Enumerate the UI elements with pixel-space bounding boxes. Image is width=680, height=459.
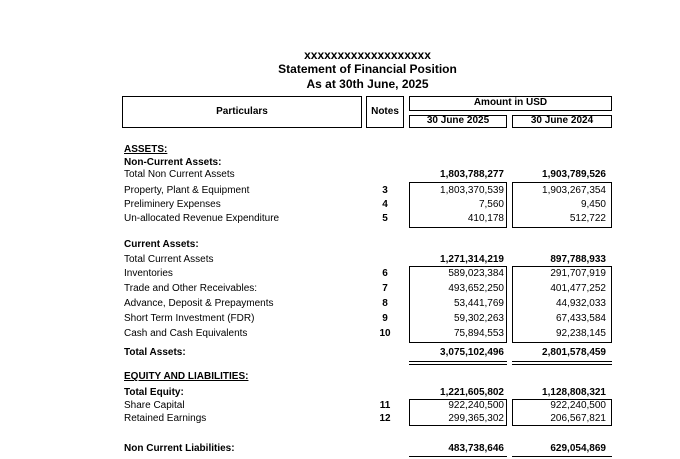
ca-heading: Current Assets:: [124, 239, 199, 250]
adv-label: Advance, Deposit & Prepayments: [124, 298, 274, 309]
total-ca-2025: 1,271,314,219: [440, 254, 504, 265]
share-capital-label: Share Capital: [124, 400, 185, 411]
ppe-note: 3: [382, 185, 388, 196]
total-nca-2024: 1,903,789,526: [542, 169, 606, 180]
company-name: xxxxxxxxxxxxxxxxxxx: [304, 48, 431, 62]
ppe-2025: 1,803,370,539: [440, 185, 504, 196]
nca-heading: Non-Current Assets:: [124, 157, 222, 168]
inv-note: 6: [382, 268, 388, 279]
share-capital-2024: 922,240,500: [550, 400, 606, 411]
trade-2024: 401,477,252: [550, 283, 606, 294]
cash-note: 10: [379, 328, 391, 339]
notes-header: Notes: [371, 106, 399, 117]
sti-note: 9: [382, 313, 388, 324]
ppe-label: Property, Plant & Equipment: [124, 185, 250, 196]
retained-earnings-label: Retained Earnings: [124, 413, 207, 424]
share-capital-2025: 922,240,500: [448, 400, 504, 411]
inv-2025: 589,023,384: [448, 268, 504, 279]
assets-heading: ASSETS:: [124, 144, 168, 155]
total-assets-2024-underline-2: [512, 364, 612, 365]
inv-2024: 291,707,919: [550, 268, 606, 279]
total-equity-2024: 1,128,808,321: [542, 387, 606, 398]
prelim-note: 4: [382, 199, 388, 210]
total-assets-2025-underline-1: [409, 361, 507, 362]
total-assets-2024: 2,801,578,459: [542, 347, 606, 358]
sti-label: Short Term Investment (FDR): [124, 313, 255, 324]
share-capital-note: 11: [379, 400, 391, 411]
total-ca-label: Total Current Assets: [124, 254, 214, 265]
equity-liabilities-heading: EQUITY AND LIABILITIES:: [124, 371, 249, 382]
total-nca-label: Total Non Current Assets: [124, 169, 235, 180]
cash-2024: 92,238,145: [555, 328, 606, 339]
unalloc-label: Un-allocated Revenue Expenditure: [124, 213, 280, 224]
amount-header: Amount in USD: [473, 97, 548, 108]
trade-label: Trade and Other Receivables:: [124, 283, 258, 294]
ncl-2024-box-top: [512, 456, 612, 457]
col2-header: 30 June 2024: [530, 115, 594, 126]
prelim-label: Preliminery Expenses: [124, 199, 221, 210]
retained-earnings-2025: 299,365,302: [448, 413, 504, 424]
prelim-2025: 7,560: [478, 199, 504, 210]
total-assets-2024-underline-1: [512, 361, 612, 362]
ncl-2025: 483,738,646: [448, 443, 504, 454]
prelim-2024: 9,450: [580, 199, 606, 210]
trade-2025: 493,652,250: [448, 283, 504, 294]
ncl-2025-box-top: [409, 456, 507, 457]
sti-2025: 59,302,263: [453, 313, 504, 324]
total-assets-label: Total Assets:: [124, 347, 186, 358]
ppe-2024: 1,903,267,354: [542, 185, 606, 196]
total-assets-2025-underline-2: [409, 364, 507, 365]
retained-earnings-note: 12: [379, 413, 391, 424]
adv-note: 8: [382, 298, 388, 309]
ncl-2024: 629,054,869: [550, 443, 606, 454]
unalloc-note: 5: [382, 213, 388, 224]
sti-2024: 67,433,584: [555, 313, 606, 324]
retained-earnings-2024: 206,567,821: [550, 413, 606, 424]
trade-note: 7: [382, 283, 388, 294]
total-equity-label: Total Equity:: [124, 387, 184, 398]
total-assets-2025: 3,075,102,496: [440, 347, 504, 358]
statement-title: Statement of Financial Position: [278, 62, 457, 76]
col1-header: 30 June 2025: [426, 115, 490, 126]
as-at-date: As at 30th June, 2025: [306, 77, 429, 91]
adv-2025: 53,441,769: [453, 298, 504, 309]
total-nca-2025: 1,803,788,277: [440, 169, 504, 180]
inv-label: Inventories: [124, 268, 173, 279]
particulars-header: Particulars: [216, 106, 268, 117]
ncl-heading: Non Current Liabilities:: [124, 443, 235, 454]
unalloc-2025: 410,178: [467, 213, 504, 224]
cash-label: Cash and Cash Equivalents: [124, 328, 248, 339]
total-ca-2024: 897,788,933: [550, 254, 606, 265]
total-equity-2025: 1,221,605,802: [440, 387, 504, 398]
unalloc-2024: 512,722: [569, 213, 606, 224]
adv-2024: 44,932,033: [555, 298, 606, 309]
cash-2025: 75,894,553: [453, 328, 504, 339]
